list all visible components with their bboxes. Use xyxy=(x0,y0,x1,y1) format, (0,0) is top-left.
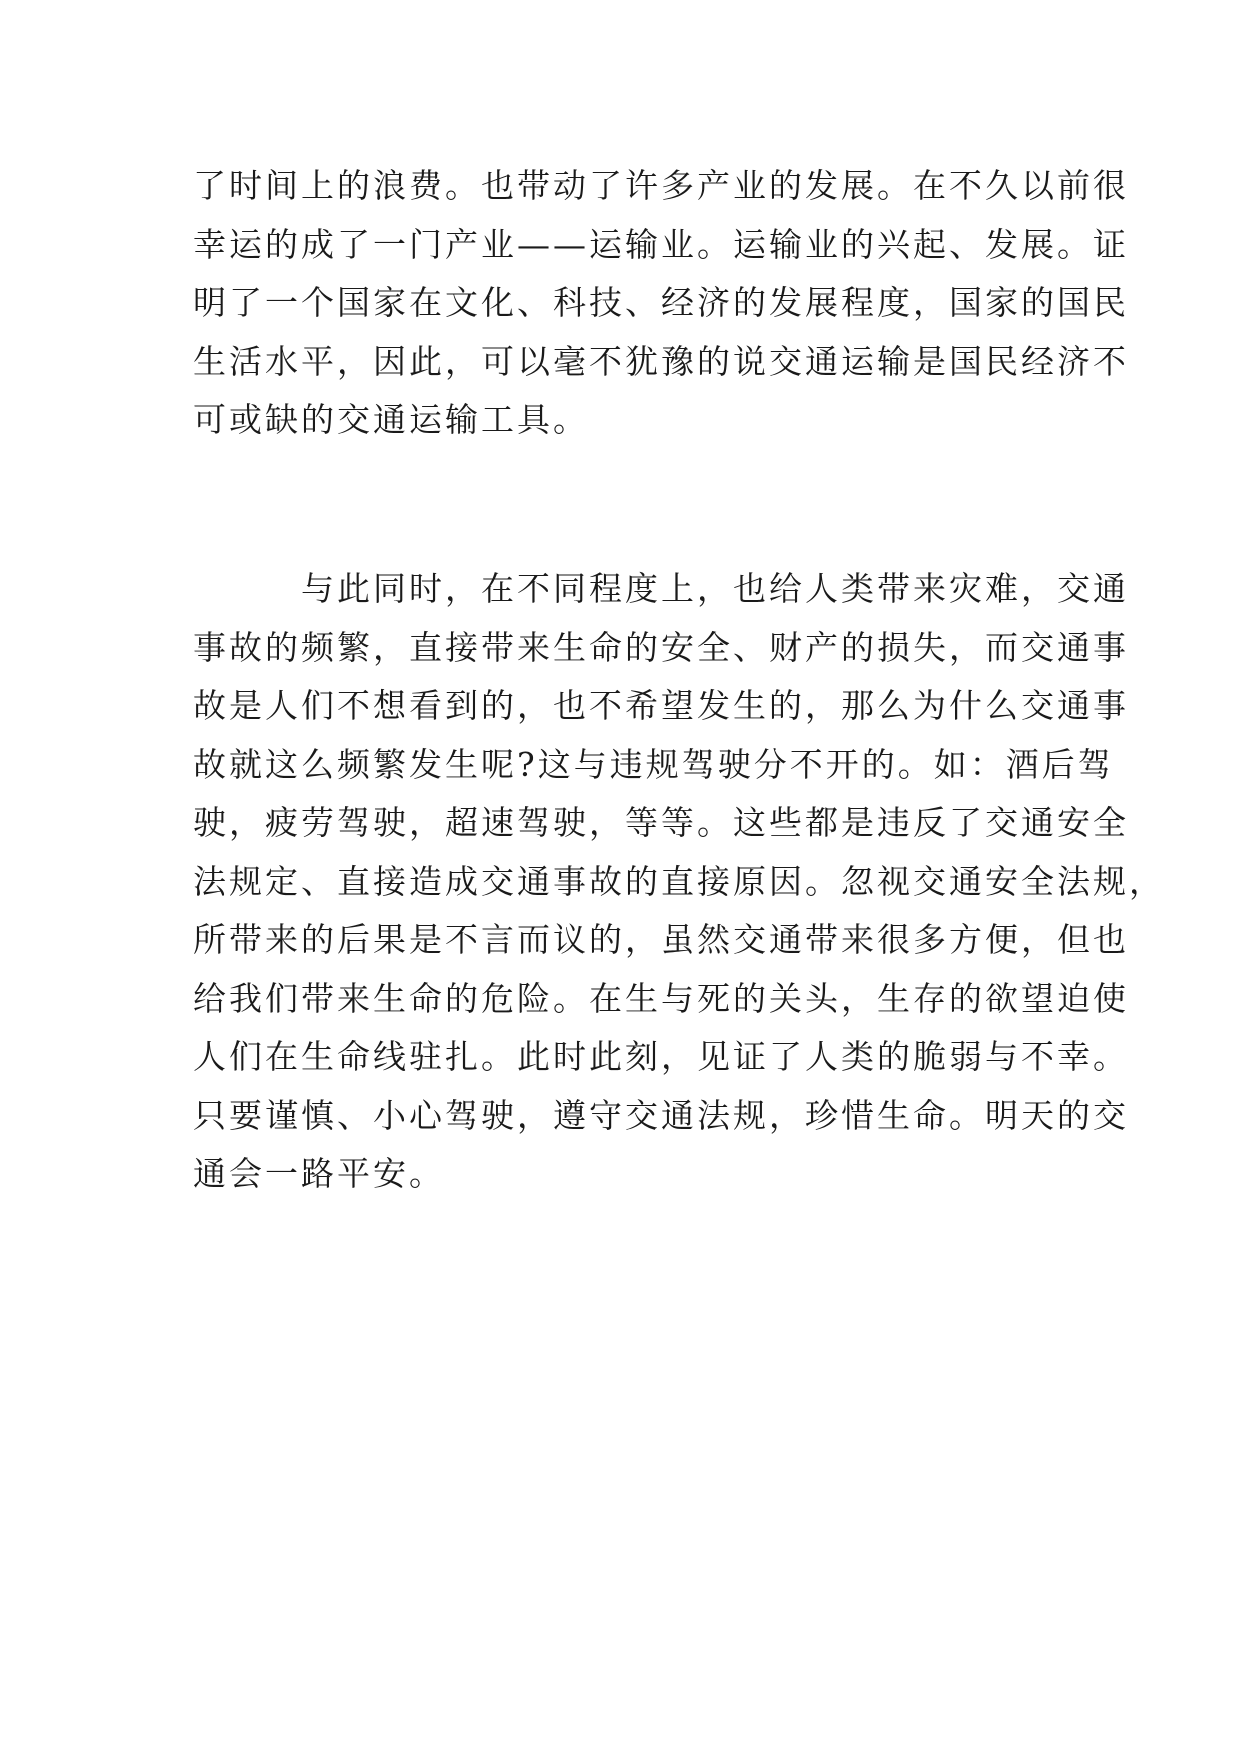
text-line: 通会一路平安。 xyxy=(193,1154,445,1193)
text-line: 故是人们不想看到的，也不希望发生的，那么为什么交通事 xyxy=(193,686,1129,725)
paragraph-traffic-accidents xyxy=(193,560,1165,1204)
text-line: 法规定、直接造成交通事故的直接原因。忽视交通安全法规， xyxy=(193,861,1165,901)
text-line: 只要谨慎、小心驾驶，遵守交通法规，珍惜生命。明天的交 xyxy=(193,1095,1129,1135)
text-line: 幸运的成了一门产业——运输业。运输业的兴起、发展。证 xyxy=(193,224,1129,264)
paragraph-transport-industry xyxy=(193,157,1129,450)
text-line: 给我们带来生命的危险。在生与死的关头，生存的欲望迫使 xyxy=(193,978,1129,1018)
text-line-indented: 与此同时，在不同程度上，也给人类带来灾难，交通 xyxy=(301,569,1129,608)
text-line: 事故的频繁，直接带来生命的安全、财产的损失，而交通事 xyxy=(193,627,1129,667)
text-line: 可或缺的交通运输工具。 xyxy=(193,400,589,439)
text-line: 驶，疲劳驾驶，超速驾驶，等等。这些都是违反了交通安全 xyxy=(193,803,1129,842)
text-line: 明了一个国家在文化、科技、经济的发展程度，国家的国民 xyxy=(193,283,1129,322)
text-line: 生活水平，因此，可以毫不犹豫的说交通运输是国民经济不 xyxy=(193,341,1129,381)
text-line: 了时间上的浪费。也带动了许多产业的发展。在不久以前很 xyxy=(193,166,1129,205)
text-line: 所带来的后果是不言而议的，虽然交通带来很多方便，但也 xyxy=(193,920,1129,959)
text-line: 人们在生命线驻扎。此时此刻，见证了人类的脆弱与不幸。 xyxy=(193,1037,1129,1076)
text-line: 故就这么频繁发生呢?这与违规驾驶分不开的。如：酒后驾 xyxy=(193,744,1114,784)
